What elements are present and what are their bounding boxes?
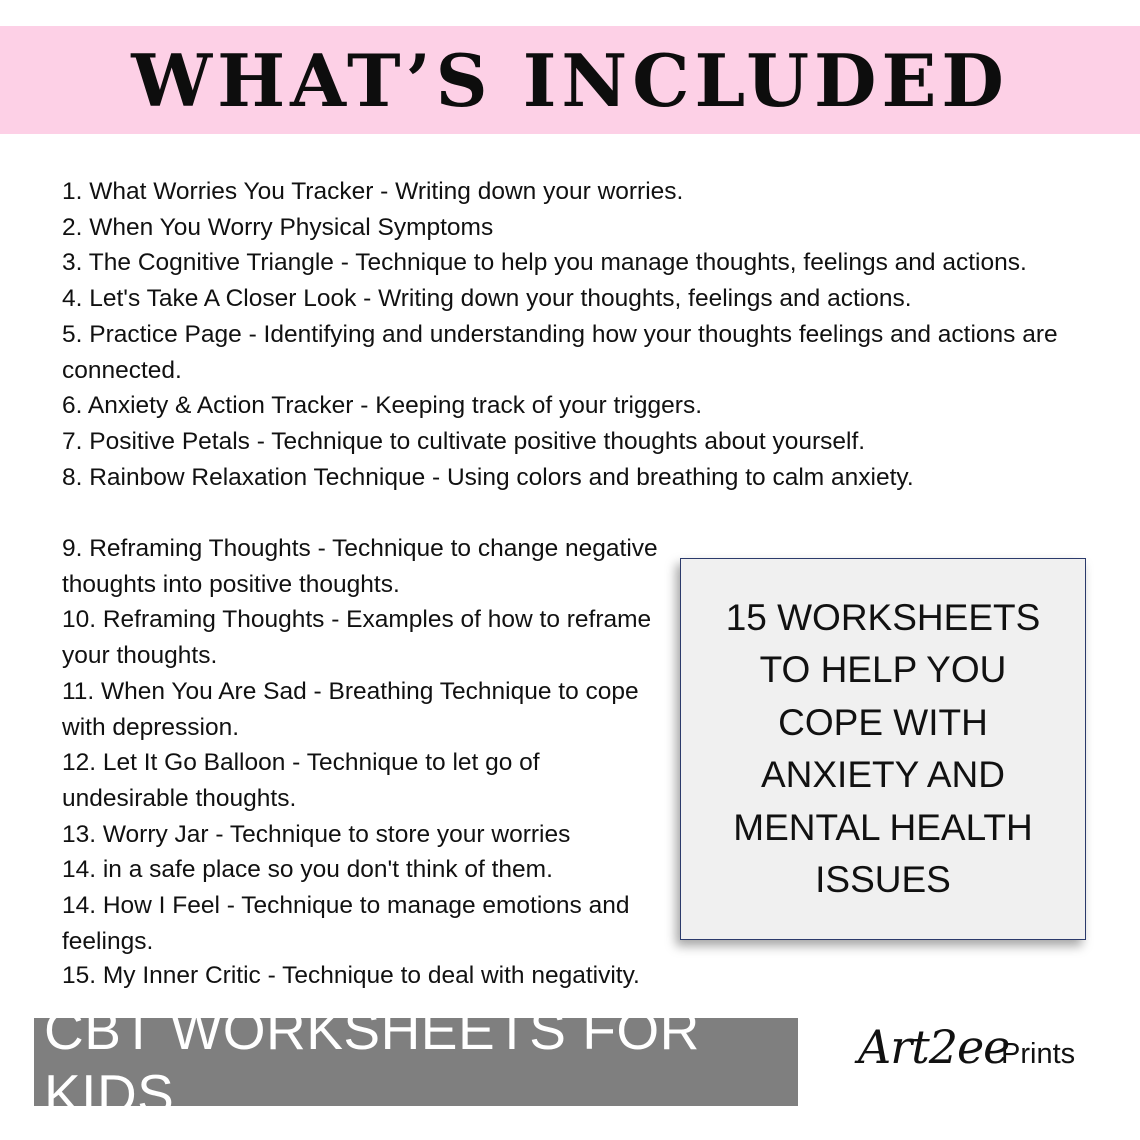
list-item: 11. When You Are Sad - Breathing Technique to cope with depression. <box>62 677 639 741</box>
list-item: 3. The Cognitive Triangle - Technique to help you manage thoughts, feelings and actions. <box>62 249 1027 277</box>
brand-script: Art2ee <box>858 1020 1010 1074</box>
list-item: 7. Positive Petals - Technique to cultivate positive thoughts about yourself. <box>62 427 866 455</box>
worksheet-count-callout <box>680 558 1086 940</box>
list-item: 9. Reframing Thoughts - Technique to change negative thoughts into positive thoughts. <box>62 535 658 598</box>
list-item: 8. Rainbow Relaxation Technique - Using colors and breathing to calm anxiety. <box>62 463 914 491</box>
page-title: WHAT’S INCLUDED <box>131 37 1009 123</box>
worksheet-list-bottom <box>62 958 762 994</box>
footer-banner-text: CBT WORKSHEETS FOR KIDS <box>44 999 700 1125</box>
list-item: 15. My Inner Critic - Technique to deal with negativity. <box>62 962 640 989</box>
callout-text: 15 WORKSHEETS TO HELP YOU COPE WITH ANXIETY AND MENTAL HEALTH ISSUES <box>725 596 1041 900</box>
list-item: 1. What Worries You Tracker - Writing down your worries. <box>62 178 684 205</box>
list-item: 2. When You Worry Physical Symptoms <box>62 213 494 241</box>
list-item: 14. How I Feel - Technique to manage emotions and feelings. <box>62 892 630 955</box>
list-item: 6. Anxiety & Action Tracker - Keeping track of your triggers. <box>62 392 703 420</box>
list-item: 4. Let's Take A Closer Look - Writing down your thoughts, feelings and actions. <box>62 285 912 313</box>
brand-logo <box>858 1018 1108 1098</box>
list-item: 12. Let It Go Balloon - Technique to let go of undesirable thoughts. <box>62 749 540 812</box>
list-item: 13. Worry Jar - Technique to store your worries <box>62 820 571 848</box>
list-item: 10. Reframing Thoughts - Examples of how to reframe your thoughts. <box>62 606 652 670</box>
worksheet-list-middle <box>62 531 662 959</box>
brand-word: Prints <box>1001 1038 1076 1070</box>
footer-banner <box>34 999 798 1125</box>
list-item: 14. in a safe place so you don't think of them. <box>62 856 553 884</box>
header-band <box>0 26 1140 134</box>
worksheet-list-top <box>62 174 1082 495</box>
list-item: 5. Practice Page - Identifying and understanding how your thoughts feelings and actions are connected. <box>62 320 1058 384</box>
